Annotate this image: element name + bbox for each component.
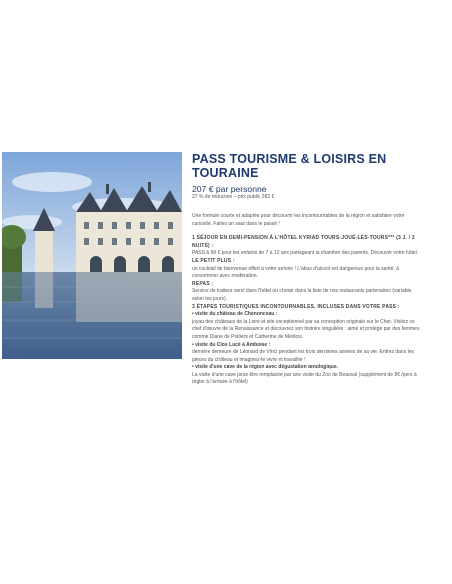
offer-content bbox=[192, 152, 424, 387]
etape-text-chenonceau: joyau des châteaux de la Loire et site exceptionnel par sa conception originale sur le Cher. Visitez ce chef d'œuvre de la Renaissance et découvrez son histoire singulière : aimé et protégé par des femmes comme Diane de Poitiers et Catherine de Médicis. bbox=[192, 318, 420, 340]
etape-heading-chenonceau: • visite du château de Chenonceau : bbox=[192, 311, 278, 318]
sejour-text: PASS à 99 € pour les enfants de 7 à 12 ans partageant la chambre des parents. Découvrir votre hôtel. bbox=[192, 250, 419, 257]
price: 207 € par personne bbox=[192, 184, 267, 194]
intro-text: Une formule courte et adaptée pour découvrir les incontournables de la région et satisfaire votre curiosité. Faites un saut dans le passé ! bbox=[192, 213, 405, 227]
petit-plus-text: un cocktail de bienvenue offert à votre arrivée ! L'abus d'alcool est dangereux pour la santé, à consommer avec modération. bbox=[192, 265, 399, 280]
repas-text: Service de traiteur servi dans l'hôtel ou choisir dans la liste de nos restaurants partenaires (variable selon les jours). bbox=[192, 288, 412, 302]
sejour-title: 1 SÉJOUR EN DEMI-PENSION À L'HÔTEL KYRIAD TOURS-JOUÉ-LÈS-TOURS*** (3 J. / 2 NUITS) : bbox=[192, 235, 415, 249]
petit-plus-title: LE PETIT PLUS : bbox=[192, 257, 235, 264]
repas-title: REPAS : bbox=[192, 280, 214, 287]
reduction-note: 27 % de réduction – prix public 282 € bbox=[192, 194, 275, 200]
etape-heading-clos-luce: • visite du Clos Lucé à Amboise : bbox=[192, 341, 271, 348]
page-title: PASS TOURISME & LOISIRS EN TOURAINE bbox=[192, 152, 387, 180]
etape-text-clos-luce: dernière demeure de Léonard de Vinci pendant les trois dernières années de sa vie. Entrez dans les pièces du château et imaginez-le vivre et travailler ! bbox=[192, 349, 414, 363]
etape-text-cave: La visite d'une cave peux être remplacée par une visite du Zoo de Beauval (supplément de 8€ /pers à régler à l'arrivée à l'hôtel) bbox=[192, 371, 417, 386]
chateau-illustration bbox=[2, 152, 182, 359]
etape-heading-cave: • visite d'une cave de la région avec dégustation œnologique. bbox=[192, 364, 339, 371]
chateau-photo bbox=[2, 152, 182, 359]
etapes-title: 3 ÉTAPES TOURISTIQUES INCONTOURNABLES, INCLUSES DANS VOTRE PASS : bbox=[192, 303, 400, 310]
